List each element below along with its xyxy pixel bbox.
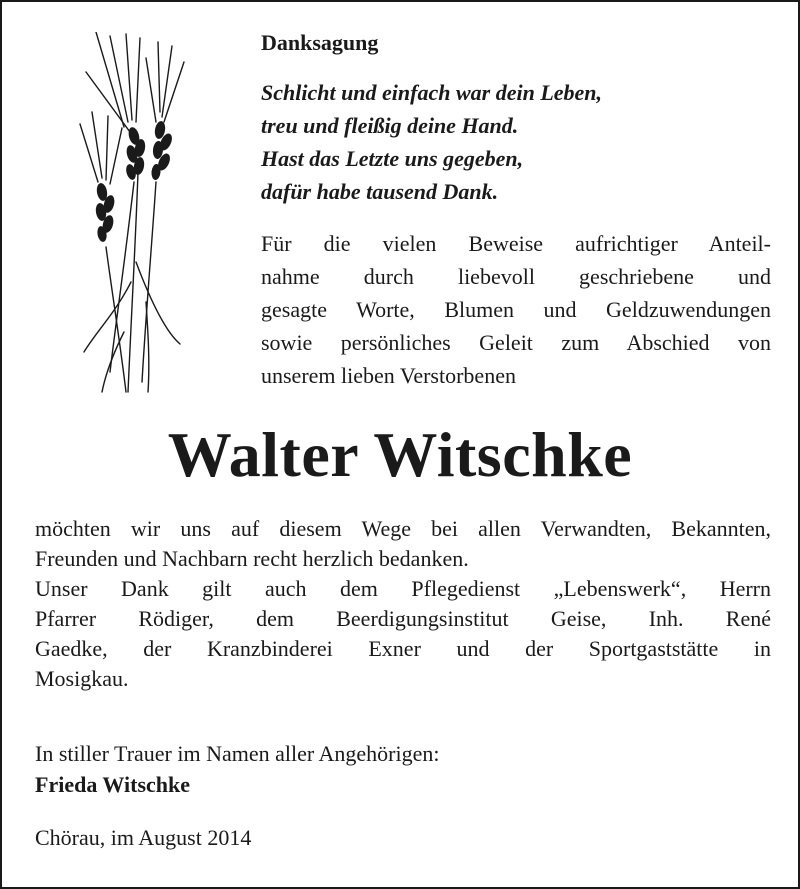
poem-line: treu und fleißig deine Hand. — [261, 113, 519, 138]
intro-line: unserem lieben Verstorbenen — [261, 363, 516, 388]
intro-line: sowie persönliches Geleit zum Abschied von — [261, 330, 771, 355]
intro-line: Für die vielen Beweise aufrichtiger Anteil- — [261, 231, 771, 256]
body-line: Pfarrer Rödiger, dem Beerdigungsinstitut Geise, Inh. René — [35, 606, 771, 631]
closing-line: In stiller Trauer im Namen aller Angehörigen: — [35, 741, 440, 766]
memorial-poem — [261, 76, 602, 208]
intro-line: nahme durch liebevoll geschriebene und — [261, 264, 771, 289]
notice-heading: Danksagung — [261, 30, 379, 55]
wheat-ears-icon — [76, 32, 186, 397]
body-line: Unser Dank gilt auch dem Pflegedienst „Lebenswerk“, Herrn — [35, 576, 771, 601]
poem-line: Schlicht und einfach war dein Leben, — [261, 80, 603, 105]
body-line: Gaedke, der Kranzbinderei Exner und der Sportgaststätte in — [35, 636, 771, 661]
signer-name: Frieda Witschke — [35, 772, 191, 797]
intro-line: gesagte Worte, Blumen und Geldzuwendungen — [261, 297, 771, 322]
deceased-name: Walter Witschke — [167, 419, 633, 490]
poem-line: Hast das Letzte uns gegeben, — [261, 146, 524, 171]
body-line: Freunden und Nachbarn recht herzlich bedanken. — [35, 546, 469, 571]
body-line: möchten wir uns auf diesem Wege bei allen Verwandten, Bekannten, — [35, 516, 771, 541]
body-line: Mosigkau. — [35, 666, 129, 691]
thanks-body — [35, 514, 771, 694]
place-date: Chörau, im August 2014 — [35, 825, 252, 850]
poem-line: dafür habe tausend Dank. — [261, 179, 499, 204]
thanks-intro — [261, 227, 771, 392]
